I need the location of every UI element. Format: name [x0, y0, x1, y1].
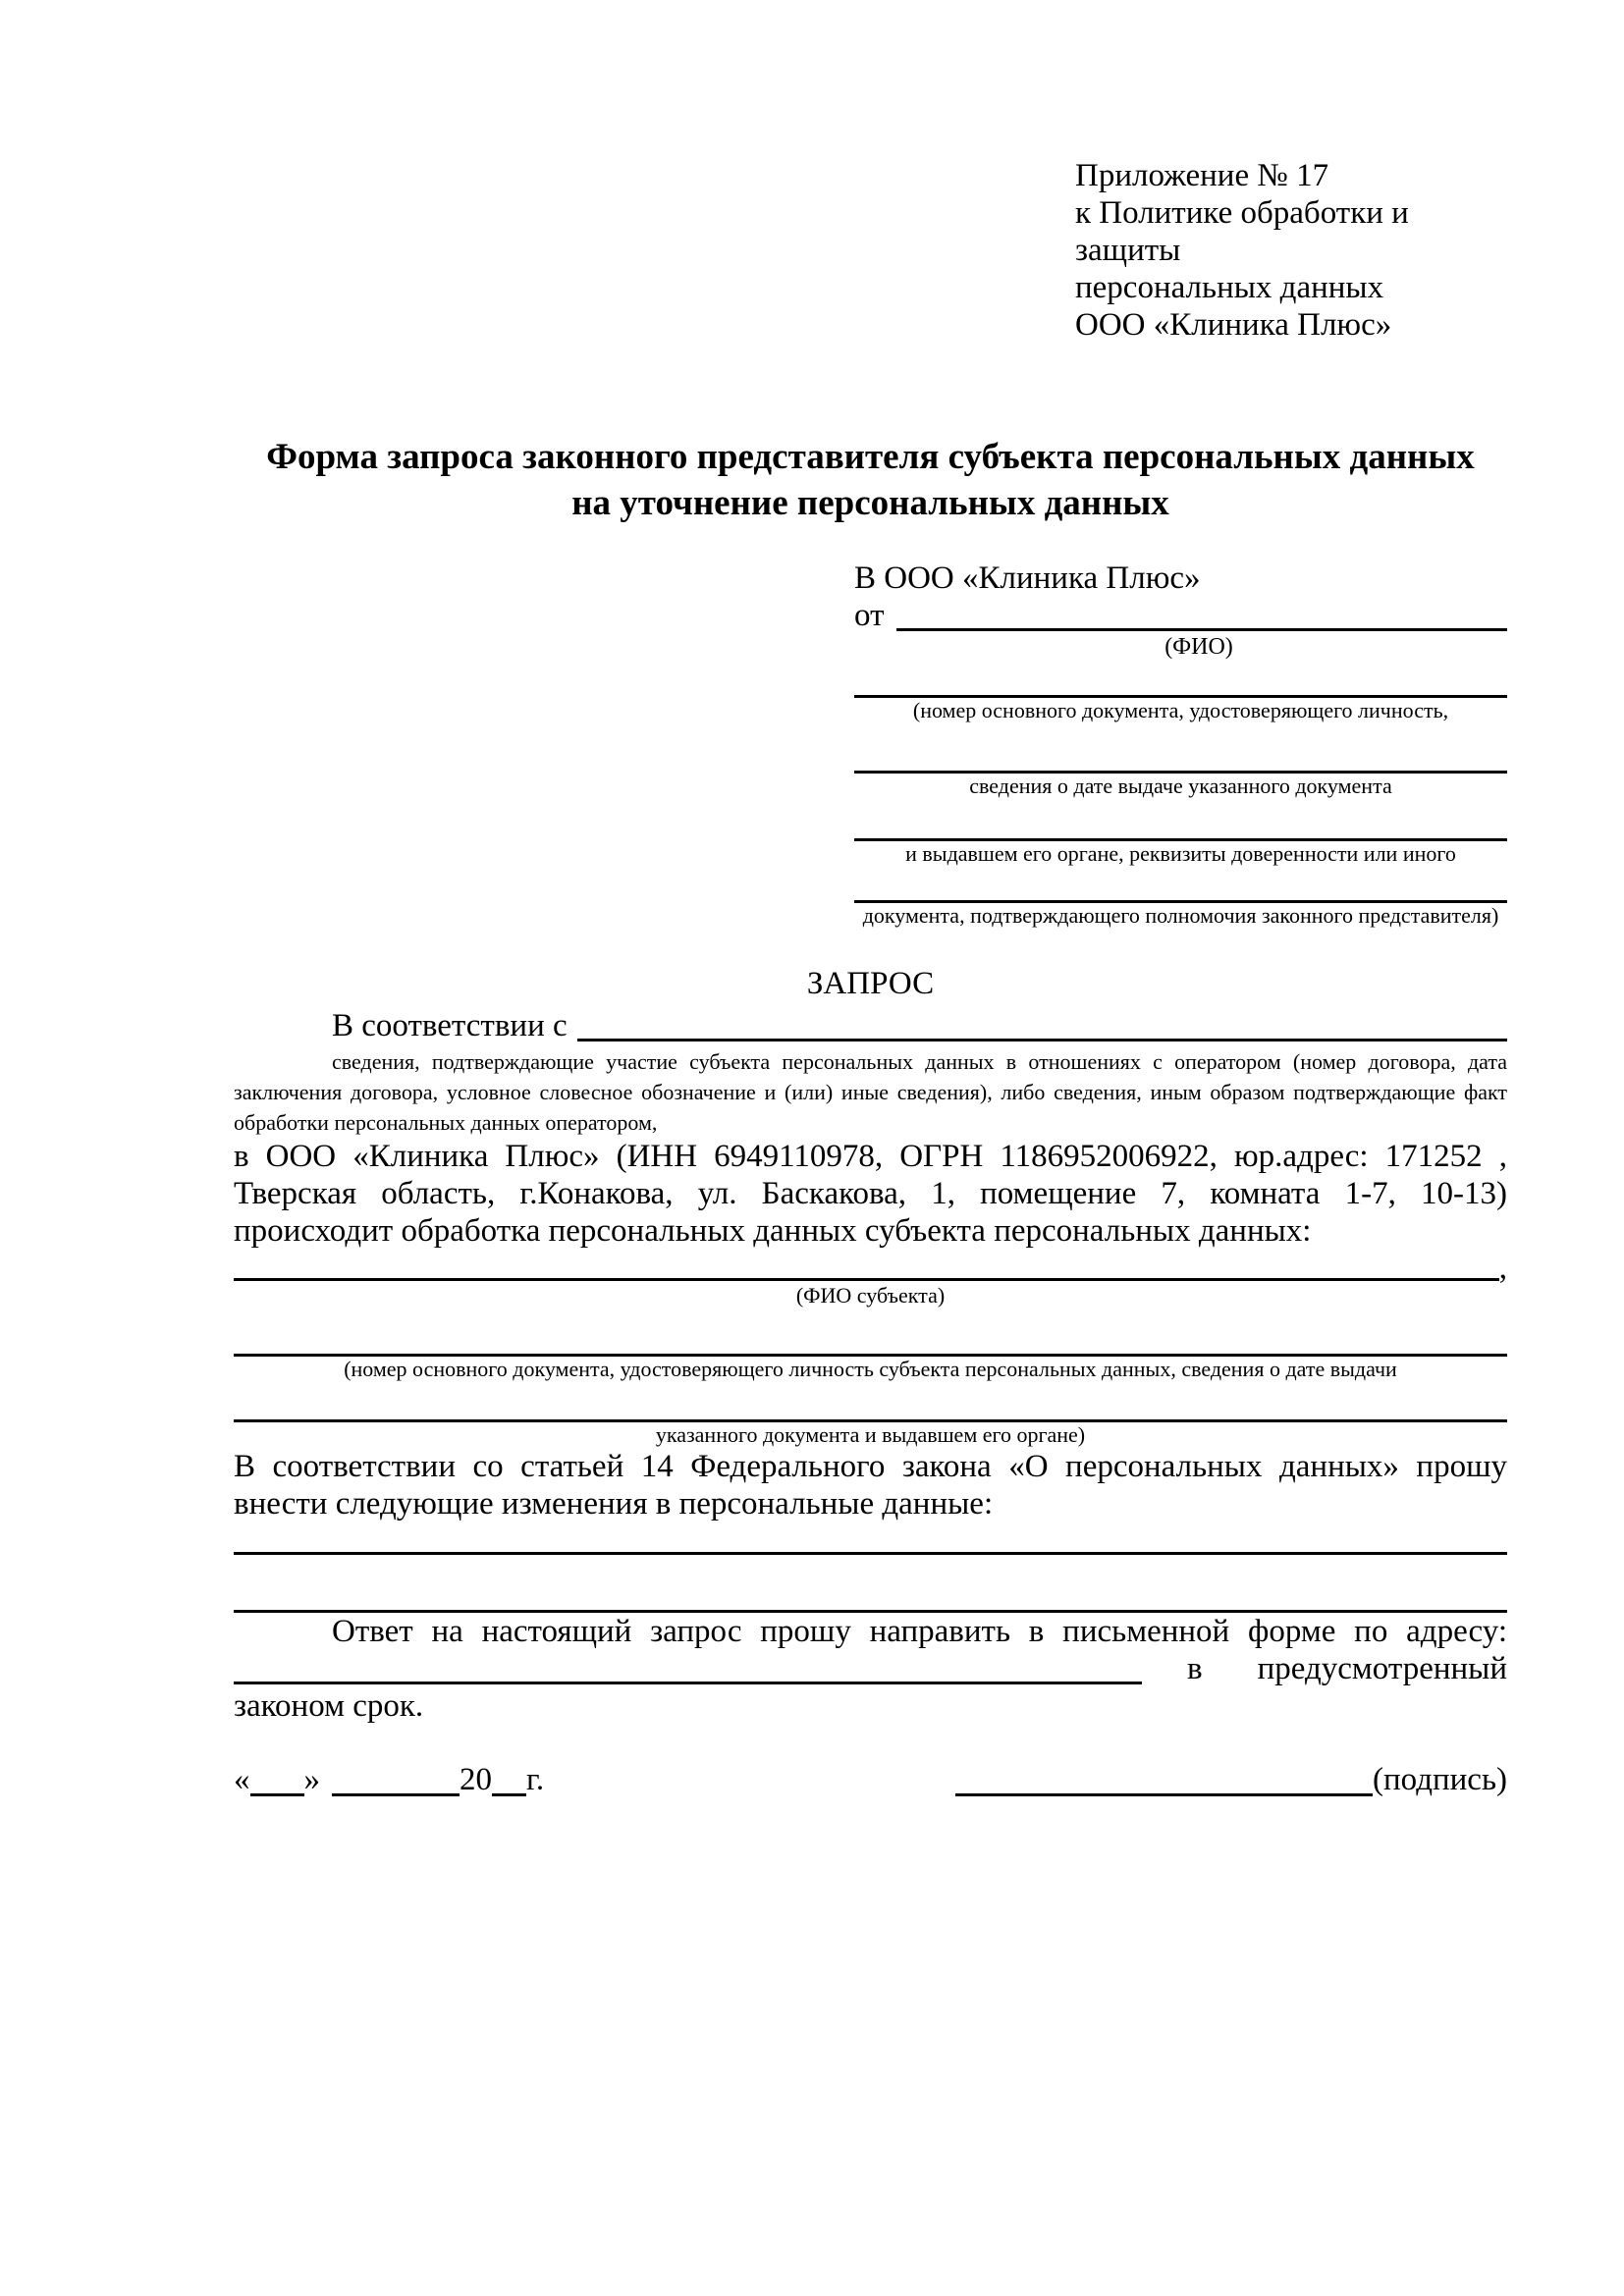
answer-paragraph [234, 1613, 1507, 1725]
addressee-block [854, 560, 1507, 929]
header-line: ООО «Клиника Плюс» [1075, 307, 1392, 343]
from-label: от [854, 598, 885, 633]
operator-line: Тверская область, г.Конакова, ул. Баскакова, 1, помещение 7, комната 1-7, 10-13) [234, 1176, 1507, 1211]
date-open-quote: « [234, 1762, 250, 1797]
signature-fill-line[interactable] [955, 1764, 1373, 1796]
year-fill-line[interactable] [492, 1764, 526, 1796]
answer-tail: предусмотренный [1257, 1651, 1507, 1686]
doc-fill-line[interactable] [854, 867, 1507, 903]
subject-doc-fill-line[interactable] [234, 1308, 1507, 1357]
request-heading: ЗАПРОС [806, 966, 935, 1001]
form-title-line: Форма запроса законного представителя субъекта персональных данных [266, 437, 1475, 477]
signature-field [955, 1761, 1507, 1798]
header-line: к Политике обработки и защиты [1075, 195, 1409, 268]
day-fill-line[interactable] [250, 1764, 304, 1796]
header-line: персональных данных [1075, 270, 1384, 305]
form-title [234, 434, 1507, 526]
doc-caption: сведения о дате выдаче указанного документа [969, 774, 1392, 798]
subject-fill-line[interactable] [234, 1278, 1499, 1281]
doc-caption: (номер основного документа, удостоверяющего личность, [912, 698, 1449, 722]
subject-row [234, 1250, 1507, 1286]
footnote [234, 1046, 1507, 1138]
changes-fill-line[interactable] [234, 1522, 1507, 1555]
law-line: внести следующие изменения в персональные данные: [234, 1486, 994, 1522]
footnote-line: обработки персональных данных оператором, [234, 1110, 658, 1135]
subject-doc-fill-line[interactable] [234, 1382, 1507, 1422]
footnote-line: заключения договора, условное словесное обозначение и (или) иные сведения), либо сведения, иным образом подтверждающие факт [234, 1080, 1507, 1104]
changes-fill-line[interactable] [234, 1555, 1507, 1613]
answer-address-row [234, 1650, 1507, 1687]
doc-fill-line[interactable] [854, 799, 1507, 841]
intro-line [234, 1007, 1507, 1044]
date-signature-row [234, 1761, 1507, 1798]
from-row [854, 597, 1507, 634]
form-title-line: на уточнение персональных данных [571, 483, 1169, 523]
subject-comma: , [1498, 1251, 1507, 1286]
law-paragraph [234, 1448, 1507, 1522]
doc-fill-line[interactable] [854, 723, 1507, 774]
answer-preposition: в [1187, 1651, 1203, 1686]
from-fill-line[interactable] [896, 628, 1508, 631]
doc-caption: и выдавшем его органе, реквизиты доверенности или иного [905, 841, 1456, 866]
subject-fio-caption: (ФИО субъекта) [795, 1283, 946, 1308]
addressee-organization: В ООО «Клиника Плюс» [854, 561, 1201, 596]
operator-line: происходит обработка персональных данных субъекта персональных данных: [234, 1213, 1312, 1249]
header-line: Приложение № 17 [1075, 158, 1329, 193]
answer-line: законом срок. [234, 1688, 424, 1724]
footnote-line: сведения, подтверждающие участие субъекта персональных данных в отношениях с оператором (номер договора, дата [332, 1049, 1507, 1074]
law-line: В соответствии со статьей 14 Федерального закона «О персональных данных» прошу [234, 1449, 1507, 1484]
doc-caption: документа, подтверждающего полномочия законного представителя) [862, 903, 1499, 928]
month-fill-line[interactable] [332, 1764, 460, 1796]
doc-fill-line[interactable] [854, 660, 1507, 698]
subject-doc-caption: указанного документа и выдавшем его органе) [655, 1422, 1086, 1447]
date-field [234, 1761, 544, 1798]
intro-label: В соответствии с [332, 1008, 568, 1043]
year-prefix: 20 [460, 1762, 492, 1797]
operator-line: в ООО «Клиника Плюс» (ИНН 6949110978, ОГРН 1186952006922, юр.адрес: 171252 , [234, 1139, 1507, 1174]
date-close-quote: » [303, 1762, 320, 1797]
signature-caption: (подпись) [1373, 1762, 1507, 1797]
address-fill-line[interactable] [234, 1682, 1142, 1684]
year-suffix: г. [526, 1762, 545, 1797]
header-block [1075, 157, 1507, 344]
fio-caption: (ФИО) [1164, 634, 1233, 660]
answer-line: Ответ на настоящий запрос прошу направить в письменной форме по адресу: [332, 1614, 1507, 1649]
operator-paragraph [234, 1138, 1507, 1250]
subject-doc-caption: (номер основного документа, удостоверяющего личность субъекта персональных данных, сведения о дате выдачи [344, 1357, 1397, 1381]
intro-fill-line[interactable] [577, 1039, 1507, 1041]
